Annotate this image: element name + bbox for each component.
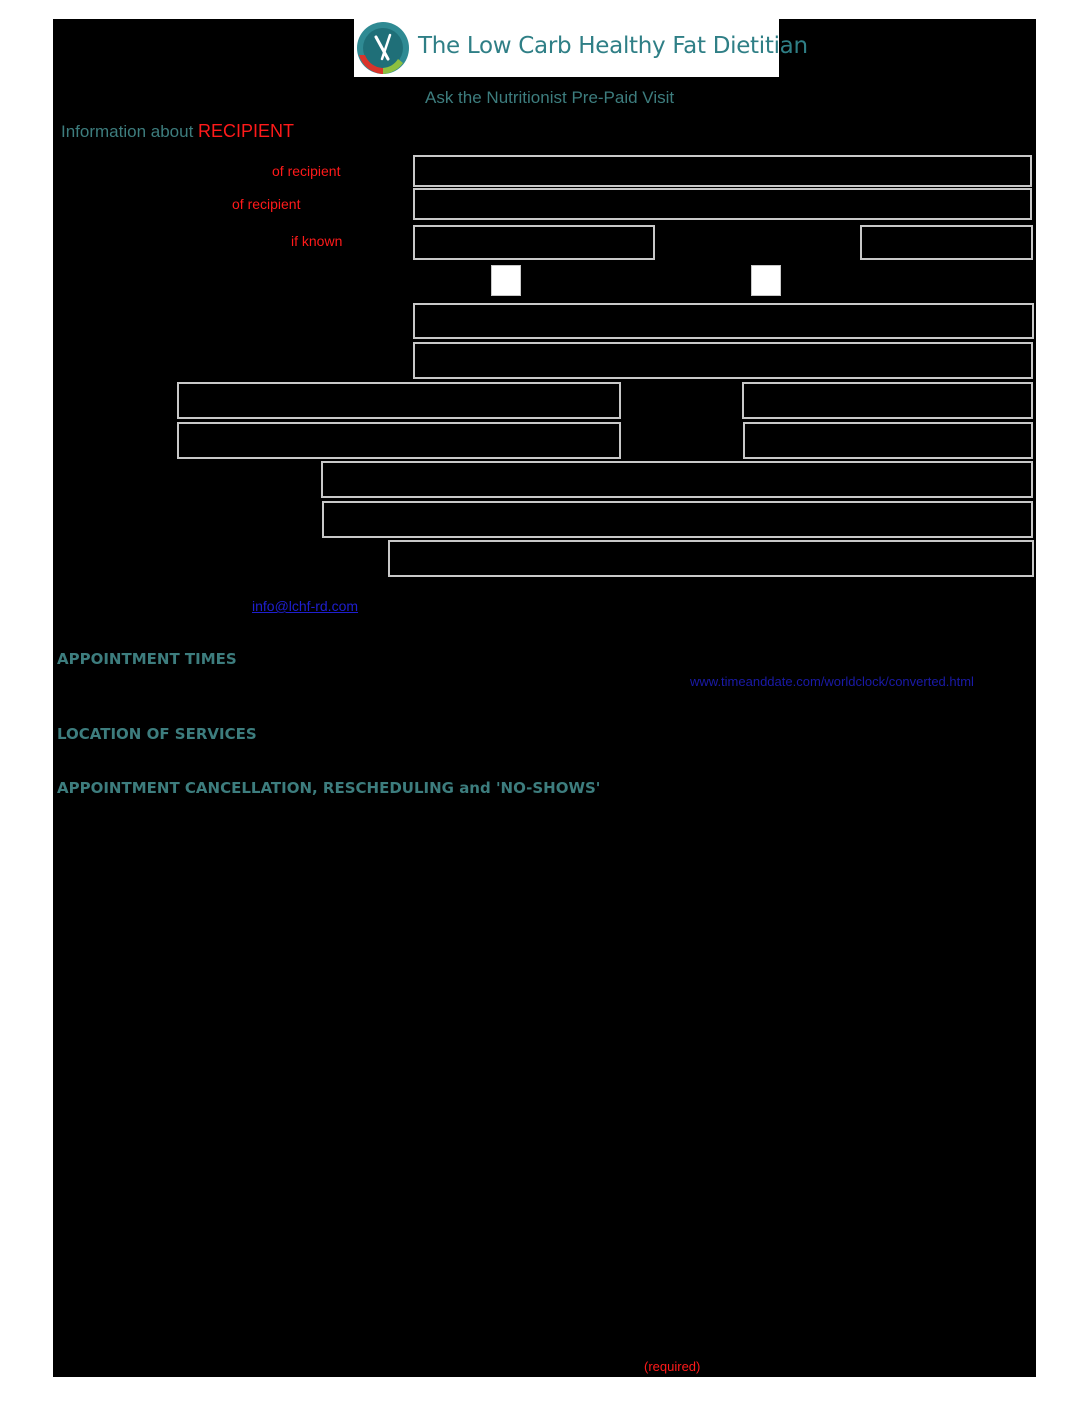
- form-page: [53, 19, 1036, 1377]
- if-known-input[interactable]: [413, 225, 655, 260]
- recipient-field-8a-input[interactable]: [177, 422, 621, 459]
- recipient-heading-emphasis: RECIPIENT: [198, 121, 295, 141]
- recipient-first-name-input[interactable]: [413, 155, 1032, 187]
- option-a-checkbox[interactable]: [491, 265, 521, 296]
- recipient-field-9-input[interactable]: [321, 461, 1033, 498]
- recipient-field-10-input[interactable]: [322, 501, 1033, 538]
- if-known-secondary-input[interactable]: [860, 225, 1033, 260]
- page-title: Ask the Nutritionist Pre-Paid Visit: [425, 88, 675, 107]
- appointment-times-heading: APPOINTMENT TIMES: [57, 650, 237, 668]
- if-known-label: if known: [291, 233, 343, 249]
- logo-emblem-icon: [354, 19, 412, 77]
- required-note: (required): [644, 1359, 701, 1374]
- recipient-heading-prefix: Information about: [61, 122, 199, 141]
- recipient-last-name-input[interactable]: [413, 188, 1032, 220]
- recipient-field-6-input[interactable]: [413, 342, 1033, 379]
- location-of-services-heading: LOCATION OF SERVICES: [57, 725, 257, 743]
- first-name-label: of recipient: [272, 163, 341, 179]
- recipient-field-5-input[interactable]: [413, 303, 1034, 339]
- recipient-section-heading: [61, 121, 294, 142]
- logo-text: The Low Carb Healthy Fat Dietitian: [418, 33, 808, 59]
- cancellation-policy-heading: APPOINTMENT CANCELLATION, RESCHEDULING and 'NO-SHOWS': [57, 779, 601, 797]
- recipient-field-11-input[interactable]: [388, 540, 1034, 577]
- option-b-checkbox[interactable]: [751, 265, 781, 296]
- recipient-field-7b-input[interactable]: [742, 382, 1033, 419]
- logo: [354, 19, 808, 77]
- timeanddate-link[interactable]: www.timeanddate.com/worldclock/converted.html: [690, 674, 974, 689]
- last-name-label: of recipient: [232, 196, 301, 212]
- recipient-field-8b-input[interactable]: [743, 422, 1033, 459]
- recipient-field-7a-input[interactable]: [177, 382, 621, 419]
- contact-email-link[interactable]: info@lchf-rd.com: [252, 598, 359, 614]
